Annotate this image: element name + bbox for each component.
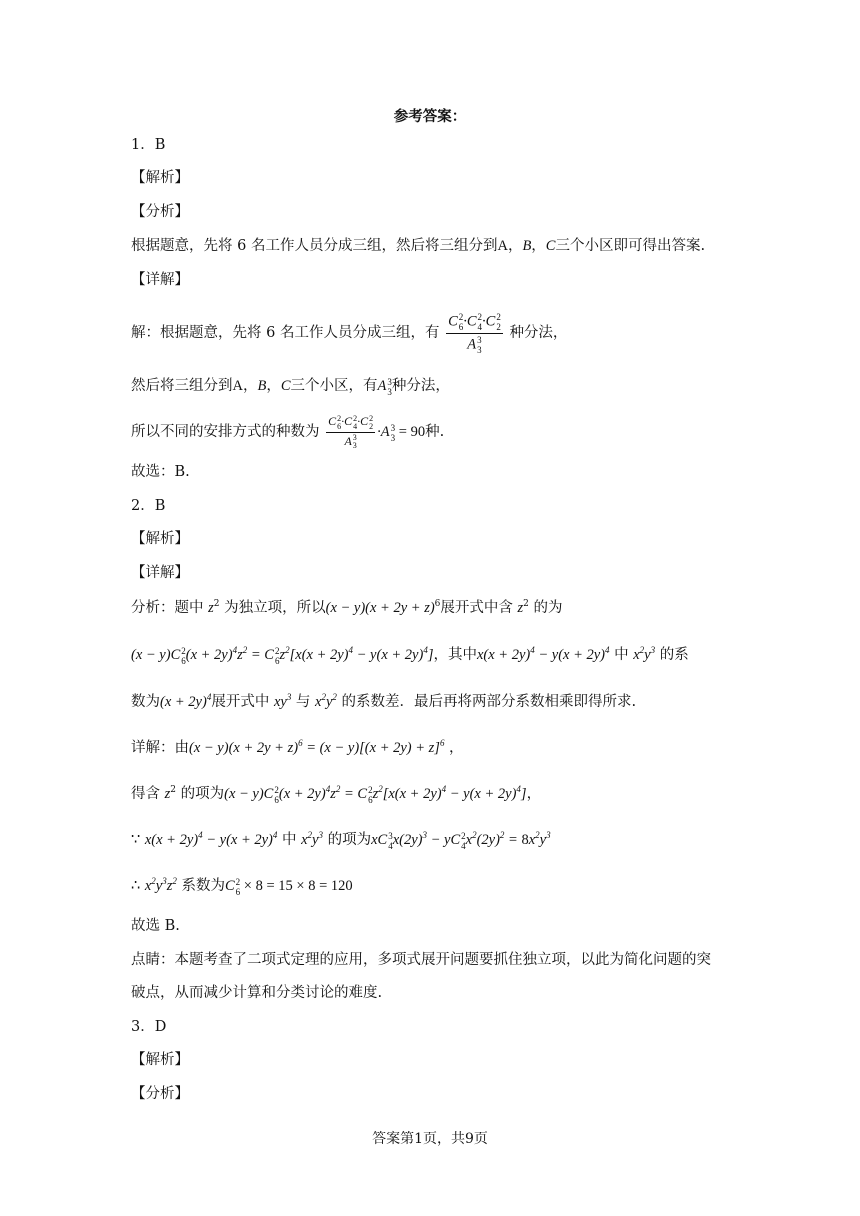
q2-line4: 详解：由$(x - y)(x + 2y + z)^6 = (x - y)[(x + 2y) + z]^6$ ， — [131, 738, 464, 756]
q2-choice: 故选 B. — [131, 918, 180, 934]
q2-line5: 得含 $z^2$ 的项为(x − y)C 2 6 $(x + 2y)^4z^2 = C$ 2 6 $z^2[x(x + 2y)^4 - y(x + 2y)^4]$， — [131, 784, 542, 805]
q1-fenxi-text: 根据题意，先将 6 名工作人员分成三组，然后将三组分到A，B，C三个小区即可得出答案. — [131, 238, 706, 254]
q2-line3: 数为$(x + 2y)^4$展开式中 $xy^3$ 与 $x^2y^2$ 的系数差．最后再将两部分系数相乘即得所求. — [131, 692, 637, 710]
q1-answer: 1．B — [131, 137, 166, 153]
q2-line1: 分析：题中 $z^2$ 为独立项，所以$(x - y)(x + 2y + z)^6$展开式中含 $z^2$ 的为 — [131, 599, 563, 616]
q2-detail-tag: 【详解】 — [131, 565, 189, 581]
q1-fenxi-tag: 【分析】 — [131, 204, 189, 220]
q2-comment-2: 破点，从而减少计算和分类讨论的难度. — [131, 985, 383, 1001]
q1-detail-line1: 解：根据题意，先将 6 名工作人员分成三组，有 C 2 6 ·C 2 4 ·C 2 2 A 3 3 种分法， — [131, 311, 568, 355]
q1-detail-line3: 所以不同的安排方式的种数为 C 2 6 ·C 2 4 ·C 2 2 A 3 3 ·A 3 3 = 90种. — [131, 413, 445, 450]
q1-analysis-tag: 【解析】 — [131, 170, 189, 186]
q2-comment-1: 点睛：本题考查了二项式定理的应用，多项式展开问题要抓住独立项，以此为简化问题的突 — [131, 952, 711, 968]
q2-line2: (x − y)C 2 6 $(x + 2y)^4z^2 = C$ 2 6 $z^2[x(x + 2y)^4 - y(x + 2y)^4]$，其中$x(x + 2y)^4 - y(x + 2y)^4$ 中 $x^2y^3$ 的系 — [131, 645, 689, 666]
q3-fenxi-tag: 【分析】 — [131, 1086, 189, 1102]
q2-line7: ∴ $x^2y^3z^2$ 系数为C 2 6 × 8 = 15 × 8 = 120 — [131, 876, 353, 897]
q1-detail-line2: 然后将三组分到A，B，C三个小区，有A 3 3 种分法， — [131, 376, 450, 397]
combination-fraction: C 2 6 ·C 2 4 ·C 2 2 A 3 3 — [448, 311, 501, 355]
q2-line6: ∵ $x(x + 2y)^4 - y(x + 2y)^4$ 中 $x^2y^3$ 的项为xC 3 4 $x(2y)^3$ − yC 2 4 $x^2(2y)^2 = 8x^2y^3$ — [131, 830, 551, 851]
q3-analysis-tag: 【解析】 — [131, 1052, 189, 1068]
q3-answer: 3．D — [131, 1019, 167, 1035]
q1-detail-tag: 【详解】 — [131, 272, 189, 288]
page-title: 参考答案： — [393, 108, 467, 125]
page-footer: 答案第1页，共9页 — [372, 1131, 488, 1147]
q2-answer: 2．B — [131, 498, 166, 514]
q1-choice: 故选：B. — [131, 464, 190, 480]
q2-analysis-tag: 【解析】 — [131, 531, 189, 547]
